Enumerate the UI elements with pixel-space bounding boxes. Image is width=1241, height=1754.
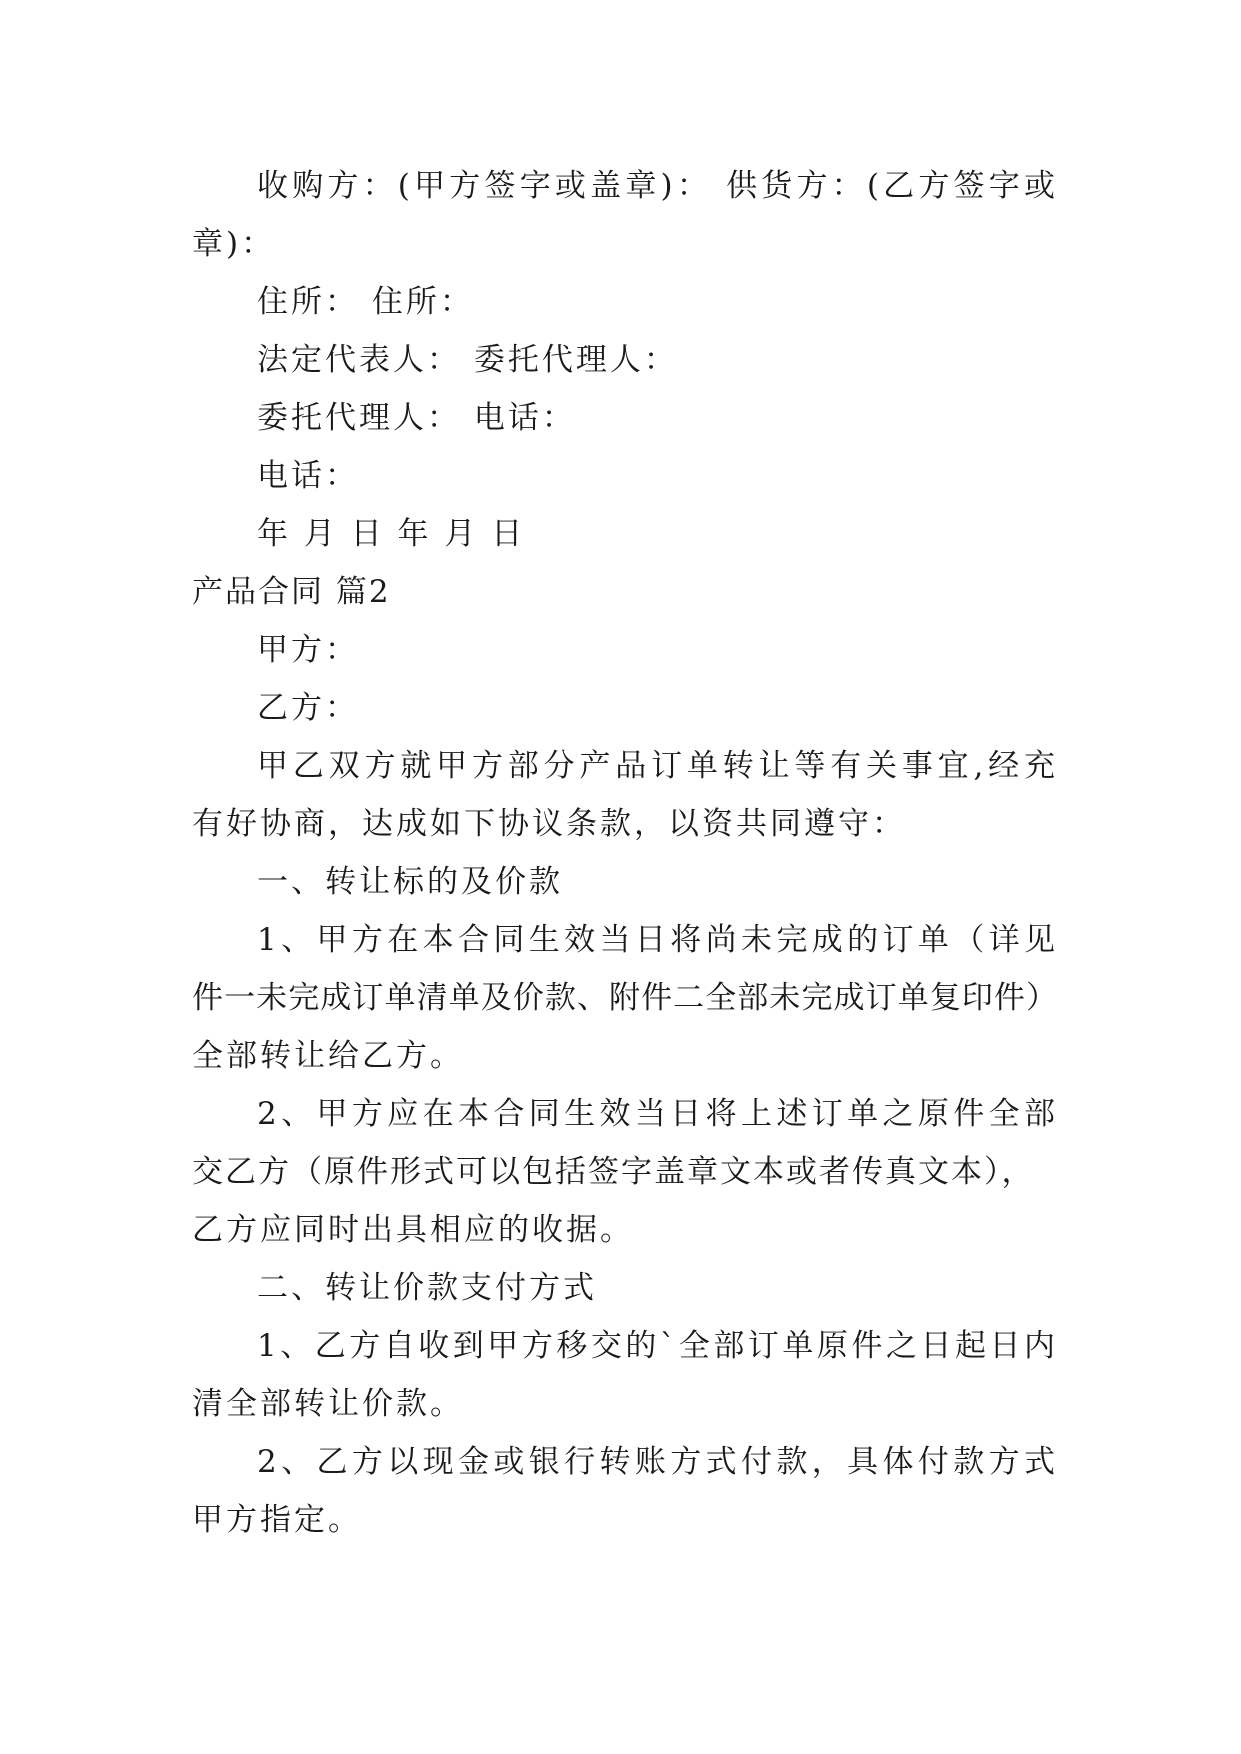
signature-line-parties: 收购方：(甲方签字或盖章)： 供货方：(乙方签字或 [257, 168, 1058, 204]
clause-1-2-line-3: 乙方应同时出具相应的收据。 [192, 1212, 634, 1248]
preamble-line-2: 有好协商，达成如下协议条款，以资共同遵守： [192, 806, 906, 842]
clause-2-1-line-1: 1、乙方自收到甲方移交的`全部订单原件之日起日内 [257, 1328, 1058, 1364]
clause-1-1-line-2: 件一未完成订单清单及价款、附件二全部未完成订单复印件） [192, 980, 1058, 1016]
party-a-line: 甲方： [257, 632, 359, 668]
clause-heading-2: 二、转让价款支付方式 [257, 1270, 597, 1306]
representative-line: 法定代表人： 委托代理人： [257, 342, 678, 378]
clause-1-2-line-2: 交乙方（原件形式可以包括签字盖章文本或者传真文本）， [192, 1154, 1035, 1190]
date-line: 年 月 日 年 月 日 [257, 516, 526, 552]
section-title: 产品合同 篇2 [192, 574, 391, 610]
clause-1-1-line-1: 1、甲方在本合同生效当日将尚未完成的订单（详见 [257, 922, 1058, 958]
signature-line-continuation: 章)： [192, 226, 276, 262]
party-b-line: 乙方： [257, 690, 359, 726]
clause-2-2-line-2: 甲方指定。 [192, 1502, 362, 1538]
clause-1-2-line-1: 2、甲方应在本合同生效当日将上述订单之原件全部 [257, 1096, 1058, 1132]
clause-heading-1: 一、转让标的及价款 [257, 864, 563, 900]
phone-line: 电话： [257, 458, 359, 494]
clause-2-2-line-1: 2、乙方以现金或银行转账方式付款，具体付款方式 [257, 1444, 1058, 1480]
document-body [192, 157, 1058, 1549]
address-line: 住所： 住所： [257, 284, 474, 320]
preamble-line-1: 甲乙双方就甲方部分产品订单转让等有关事宜,经充 [257, 748, 1058, 784]
clause-2-1-line-2: 清全部转让价款。 [192, 1386, 464, 1422]
clause-1-1-line-3: 全部转让给乙方。 [192, 1038, 464, 1074]
agent-phone-line: 委托代理人： 电话： [257, 400, 576, 436]
